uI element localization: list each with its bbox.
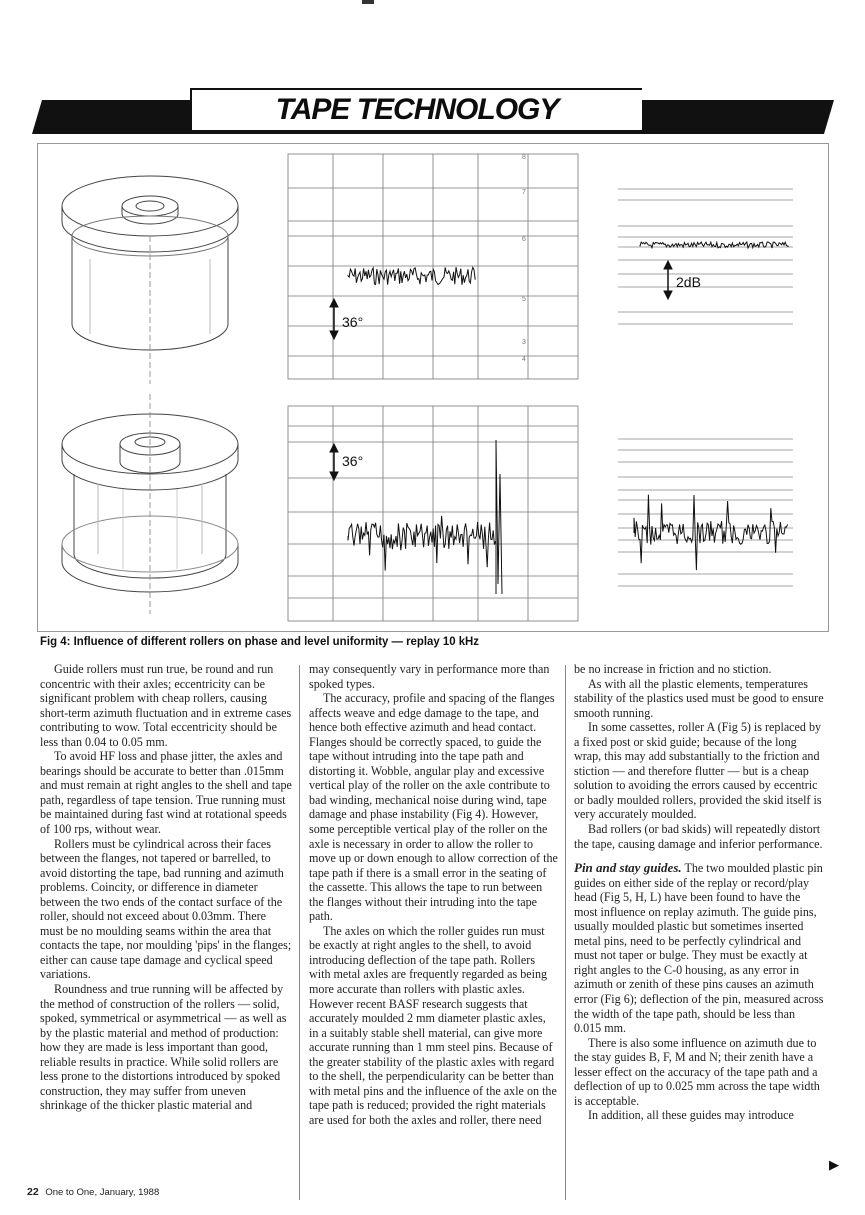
level-grid-bottom [618, 439, 793, 586]
column-rule [565, 665, 566, 1200]
paragraph: Roundness and true running will be affected by the method of construction of the rollers — solid, spoked, symmetrical or asymmetrical — as well as by the plastic material and method of production: how they are made is less important than good, reliable results in practice. While solid rollers are less prone to the distortions introduced by spoked construction, they may suffer from uneven shrinkage of the thicker plastic material and [40, 982, 287, 1113]
figure-caption: Fig 4: Influence of different rollers on phase and level uniformity — replay 10 kHz [40, 634, 480, 648]
publication-line: One to One, January, 1988 [45, 1187, 160, 1198]
signal-traces [348, 242, 789, 594]
level-trace-bottom [634, 495, 788, 570]
paragraph: In some cassettes, roller A (Fig 5) is replaced by a fixed post or skid guide; because of the long wrap, this may add substantially to the friction and stiction — and therefore flutter — but is a cheap solution to avoiding the errors caused by eccentric or badly moulded rollers, provided the skid itself is very accurately moulded. [574, 720, 822, 822]
phase-indicator-top [330, 299, 338, 339]
section-paragraph [574, 861, 824, 1036]
paragraph: Guide rollers must run true, be round and run concentric with their axles; eccentricity can be significant problem with cheap rollers, causing short-term azimuth fluctuation and in extreme cases contributing to wow. Total eccentricity should be less than 0.04 to 0.05 mm. [40, 662, 292, 749]
paragraph: may consequently vary in performance more than spoked types. [309, 662, 550, 691]
paragraph: The accuracy, profile and spacing of the flanges affects weave and edge damage to the tape, and hence both effective azimuth and head contact. Flanges should be correctly spaced, to guide the tape without intruding into the tape path and distorting it. Wobble, angular play and excessive vertical play of the roller on the axle contribute to bad winding, mechanical noise during wind, tape damage and phase instability (Fig 4). However, some perceptible vertical play of the roller on the axle is necessary in order to allow the roller to move up or down enough to allow correction of the tape path if there is a small error in the seating of the cassette. This allows the tape to run between the flanges without their intruding into the tape path. [309, 691, 558, 924]
page-title: TAPE TECHNOLOGY [190, 88, 642, 130]
grid-tick-3: 3 [522, 339, 526, 346]
level-indicator [664, 261, 672, 299]
paragraph: be no increase in friction and no stiction. [574, 662, 772, 676]
phase-grid-bottom [288, 406, 578, 621]
text-column-2 [309, 662, 558, 1128]
level-grid-top [618, 189, 793, 324]
page-top-mark [362, 0, 374, 4]
grid-tick-7: 7 [522, 189, 526, 196]
solid-roller-drawing [62, 176, 238, 384]
paragraph: The axles on which the roller guides run must be exactly at right angles to the shell, to avoid introducing deflection of the tape path. Rollers with metal axles are frequently regarded as being more accurate than rollers with plastic axles. However recent BASF research suggests that accurately moulded 2 mm diameter plastic axles, in a suitably stable shell material, can give more accurate running than 1 mm steel pins. Because of the greater stability of the plastic axles with regard to the shell, the perpendicularity can be better than with metal pins and the influence of the axle on the tape path is reduced; provided the right materials are used for both the axles and roller, there need [309, 923, 557, 1127]
figure-4 [37, 143, 829, 632]
paragraph: Bad rollers (or bad skids) will repeatedly distort the tape, causing damage and inferior performance. [574, 822, 823, 851]
paragraph: Rollers must be cylindrical across their faces between the flanges, not tapered or barrelled, to avoid distorting the tape, bad running and azimuth problems. Coincity, or difference in diameter between the two ends of the contact surface of the roller, should not exceed about 0.03mm. There must be no moulding seams within the area that contacts the tape, nor moulding 'pips' in the flanges; either can cause tape damage and cyclical speed variations. [40, 836, 292, 982]
grid-tick-6: 6 [522, 236, 526, 243]
level-label: 2dB [676, 274, 701, 290]
paragraph: There is also some influence on azimuth due to the stay guides B, F, M and N; their zenith have a lesser effect on the accuracy of the tape path and a deflection of up to 0.025 mm across the tape width is acceptable. [574, 1035, 820, 1108]
phase-trace-top [348, 267, 475, 285]
grid-tick-4: 4 [522, 356, 526, 363]
continue-arrow-icon: ▶ [829, 1157, 839, 1172]
phase-spike [496, 440, 502, 594]
figure-4-artwork [38, 144, 828, 631]
paragraph: In addition, all these guides may introduce [588, 1108, 794, 1123]
page-number: 22 [27, 1186, 39, 1198]
phase-grid-top [288, 154, 578, 379]
phase-label-top: 36° [342, 314, 364, 330]
phase-indicator-bottom [330, 444, 338, 480]
text-column-1 [40, 662, 292, 1113]
grid-tick-5: 5 [522, 296, 526, 303]
section-heading: Pin and stay guides. [574, 860, 682, 876]
phase-label-bottom: 36° [342, 453, 364, 469]
text-column-3 [574, 662, 824, 1123]
phase-trace-bottom [348, 516, 496, 571]
page-footer [27, 1186, 159, 1198]
grid-tick-8: 8 [522, 154, 526, 161]
spoked-roller-drawing [62, 394, 238, 614]
paragraph: As with all the plastic elements, temperatures stability of the plastics used must be good to ensure smooth running. [574, 676, 824, 720]
column-rule [299, 665, 300, 1200]
section-body: The two moulded plastic pin guides on either side of the replay or record/play head (Fig 5, H, L) have been found to have the most influence on replay azimuth. The guide pins, usually moulded plastic but sometimes inserted metal pins, need to be perfectly cylindrical and must not taper or bulge. They must be exactly at right angles to the C-0 housing, as any error in azimuth or zenith of these pins causes an azimuth error (Fig 6); deflection of the pin, measured across the width of the tape path, should be less than 0.015 mm. [574, 861, 824, 1036]
paragraph: To avoid HF loss and phase jitter, the axles and bearings should be accurate to better than .015mm and must remain at right angles to the shell and tape path, regardless of tape tension. True running must be maintained during fast wind at rotational speeds of 100 rps, without wear. [40, 749, 292, 837]
